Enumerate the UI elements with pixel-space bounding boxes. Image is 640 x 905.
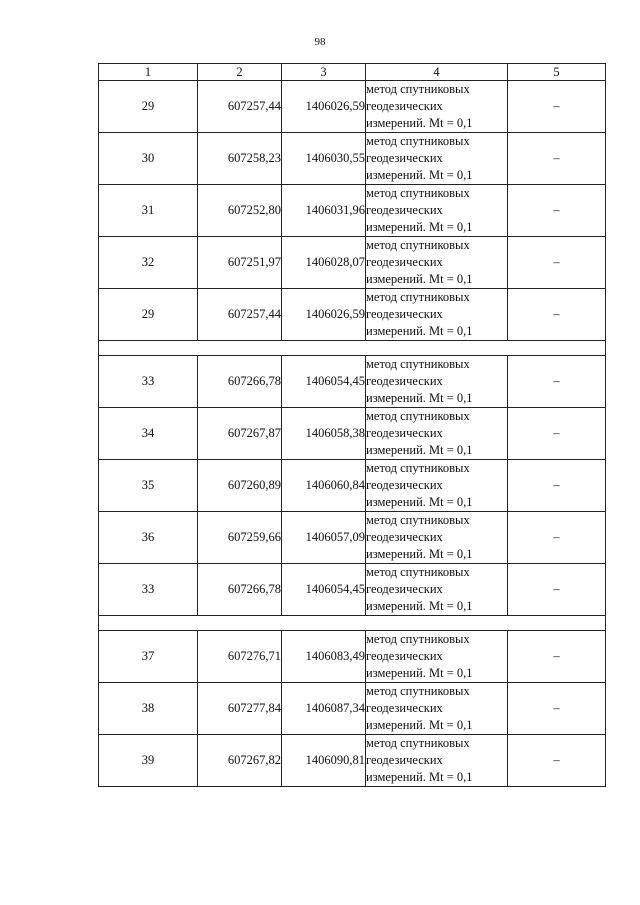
x-coordinate-cell: 607267,82 xyxy=(198,735,282,787)
method-line: метод спутниковых xyxy=(366,461,470,475)
method-line: метод спутниковых xyxy=(366,238,470,252)
x-coordinate-cell: 607277,84 xyxy=(198,683,282,735)
method-cell xyxy=(366,289,508,341)
table-row xyxy=(99,683,606,735)
method-line: геодезических xyxy=(366,307,443,321)
method-line: измерений. Mt = 0,1 xyxy=(366,718,473,732)
point-number-cell: 35 xyxy=(99,460,198,512)
point-number-cell: 29 xyxy=(99,289,198,341)
table-row xyxy=(99,631,606,683)
method-line: метод спутниковых xyxy=(366,513,470,527)
table-row xyxy=(99,735,606,787)
column-header-4: 4 xyxy=(366,64,508,81)
method-cell xyxy=(366,683,508,735)
method-line: геодезических xyxy=(366,753,443,767)
table-row xyxy=(99,133,606,185)
y-coordinate-cell: 1406054,45 xyxy=(282,564,366,616)
column-header-2: 2 xyxy=(198,64,282,81)
y-coordinate-cell: 1406087,34 xyxy=(282,683,366,735)
method-line: измерений. Mt = 0,1 xyxy=(366,324,473,338)
note-cell: – xyxy=(508,512,606,564)
point-number-cell: 30 xyxy=(99,133,198,185)
x-coordinate-cell: 607267,87 xyxy=(198,408,282,460)
method-line: геодезических xyxy=(366,203,443,217)
table-row xyxy=(99,356,606,408)
method-line: геодезических xyxy=(366,426,443,440)
method-line: метод спутниковых xyxy=(366,357,470,371)
note-cell: – xyxy=(508,185,606,237)
method-cell xyxy=(366,460,508,512)
y-coordinate-cell: 1406030,55 xyxy=(282,133,366,185)
method-line: геодезических xyxy=(366,374,443,388)
table-row xyxy=(99,408,606,460)
x-coordinate-cell: 607258,23 xyxy=(198,133,282,185)
point-number-cell: 36 xyxy=(99,512,198,564)
note-cell: – xyxy=(508,408,606,460)
y-coordinate-cell: 1406054,45 xyxy=(282,356,366,408)
method-line: метод спутниковых xyxy=(366,565,470,579)
method-line: геодезических xyxy=(366,478,443,492)
contour-separator-row xyxy=(99,341,606,356)
table-row xyxy=(99,289,606,341)
method-line: измерений. Mt = 0,1 xyxy=(366,443,473,457)
point-number-cell: 33 xyxy=(99,356,198,408)
method-cell xyxy=(366,408,508,460)
method-cell xyxy=(366,564,508,616)
note-cell: – xyxy=(508,460,606,512)
method-line: измерений. Mt = 0,1 xyxy=(366,220,473,234)
method-line: геодезических xyxy=(366,151,443,165)
x-coordinate-cell: 607259,66 xyxy=(198,512,282,564)
x-coordinate-cell: 607257,44 xyxy=(198,289,282,341)
method-cell xyxy=(366,356,508,408)
method-line: метод спутниковых xyxy=(366,409,470,423)
point-number-cell: 37 xyxy=(99,631,198,683)
note-cell: – xyxy=(508,237,606,289)
method-line: геодезических xyxy=(366,99,443,113)
separator-cell xyxy=(99,341,606,356)
y-coordinate-cell: 1406060,84 xyxy=(282,460,366,512)
x-coordinate-cell: 607252,80 xyxy=(198,185,282,237)
method-line: метод спутниковых xyxy=(366,684,470,698)
method-cell xyxy=(366,185,508,237)
point-number-cell: 38 xyxy=(99,683,198,735)
column-header-1: 1 xyxy=(99,64,198,81)
table-row xyxy=(99,512,606,564)
method-line: геодезических xyxy=(366,255,443,269)
method-line: измерений. Mt = 0,1 xyxy=(366,666,473,680)
method-cell xyxy=(366,735,508,787)
table-body xyxy=(99,81,606,787)
y-coordinate-cell: 1406057,09 xyxy=(282,512,366,564)
y-coordinate-cell: 1406090,81 xyxy=(282,735,366,787)
table-row xyxy=(99,564,606,616)
method-line: измерений. Mt = 0,1 xyxy=(366,272,473,286)
method-line: метод спутниковых xyxy=(366,134,470,148)
y-coordinate-cell: 1406026,59 xyxy=(282,289,366,341)
note-cell: – xyxy=(508,81,606,133)
note-cell: – xyxy=(508,735,606,787)
note-cell: – xyxy=(508,133,606,185)
method-line: измерений. Mt = 0,1 xyxy=(366,770,473,784)
table-row xyxy=(99,460,606,512)
method-line: геодезических xyxy=(366,701,443,715)
method-line: метод спутниковых xyxy=(366,736,470,750)
method-line: геодезических xyxy=(366,530,443,544)
method-line: измерений. Mt = 0,1 xyxy=(366,547,473,561)
x-coordinate-cell: 607257,44 xyxy=(198,81,282,133)
contour-separator-row xyxy=(99,616,606,631)
point-number-cell: 39 xyxy=(99,735,198,787)
point-number-cell: 32 xyxy=(99,237,198,289)
method-cell xyxy=(366,237,508,289)
x-coordinate-cell: 607260,89 xyxy=(198,460,282,512)
method-line: измерений. Mt = 0,1 xyxy=(366,495,473,509)
note-cell: – xyxy=(508,631,606,683)
note-cell: – xyxy=(508,683,606,735)
y-coordinate-cell: 1406026,59 xyxy=(282,81,366,133)
page-number: 98 xyxy=(314,36,326,48)
method-line: метод спутниковых xyxy=(366,186,470,200)
method-line: измерений. Mt = 0,1 xyxy=(366,168,473,182)
point-number-cell: 31 xyxy=(99,185,198,237)
method-line: метод спутниковых xyxy=(366,82,470,96)
method-line: метод спутниковых xyxy=(366,632,470,646)
header-row xyxy=(99,64,606,81)
separator-cell xyxy=(99,616,606,631)
x-coordinate-cell: 607251,97 xyxy=(198,237,282,289)
method-cell xyxy=(366,512,508,564)
y-coordinate-cell: 1406028,07 xyxy=(282,237,366,289)
point-number-cell: 33 xyxy=(99,564,198,616)
method-line: измерений. Mt = 0,1 xyxy=(366,116,473,130)
note-cell: – xyxy=(508,289,606,341)
y-coordinate-cell: 1406031,96 xyxy=(282,185,366,237)
point-number-cell: 29 xyxy=(99,81,198,133)
point-number-cell: 34 xyxy=(99,408,198,460)
method-line: измерений. Mt = 0,1 xyxy=(366,599,473,613)
table-row xyxy=(99,81,606,133)
column-header-5: 5 xyxy=(508,64,606,81)
method-line: измерений. Mt = 0,1 xyxy=(366,391,473,405)
method-cell xyxy=(366,81,508,133)
method-line: метод спутниковых xyxy=(366,290,470,304)
method-cell xyxy=(366,631,508,683)
y-coordinate-cell: 1406083,49 xyxy=(282,631,366,683)
table-row xyxy=(99,185,606,237)
column-header-3: 3 xyxy=(282,64,366,81)
method-line: геодезических xyxy=(366,649,443,663)
x-coordinate-cell: 607276,71 xyxy=(198,631,282,683)
method-cell xyxy=(366,133,508,185)
method-line: геодезических xyxy=(366,582,443,596)
note-cell: – xyxy=(508,356,606,408)
table-row xyxy=(99,237,606,289)
x-coordinate-cell: 607266,78 xyxy=(198,564,282,616)
note-cell: – xyxy=(508,564,606,616)
coordinates-table xyxy=(98,63,606,787)
y-coordinate-cell: 1406058,38 xyxy=(282,408,366,460)
x-coordinate-cell: 607266,78 xyxy=(198,356,282,408)
